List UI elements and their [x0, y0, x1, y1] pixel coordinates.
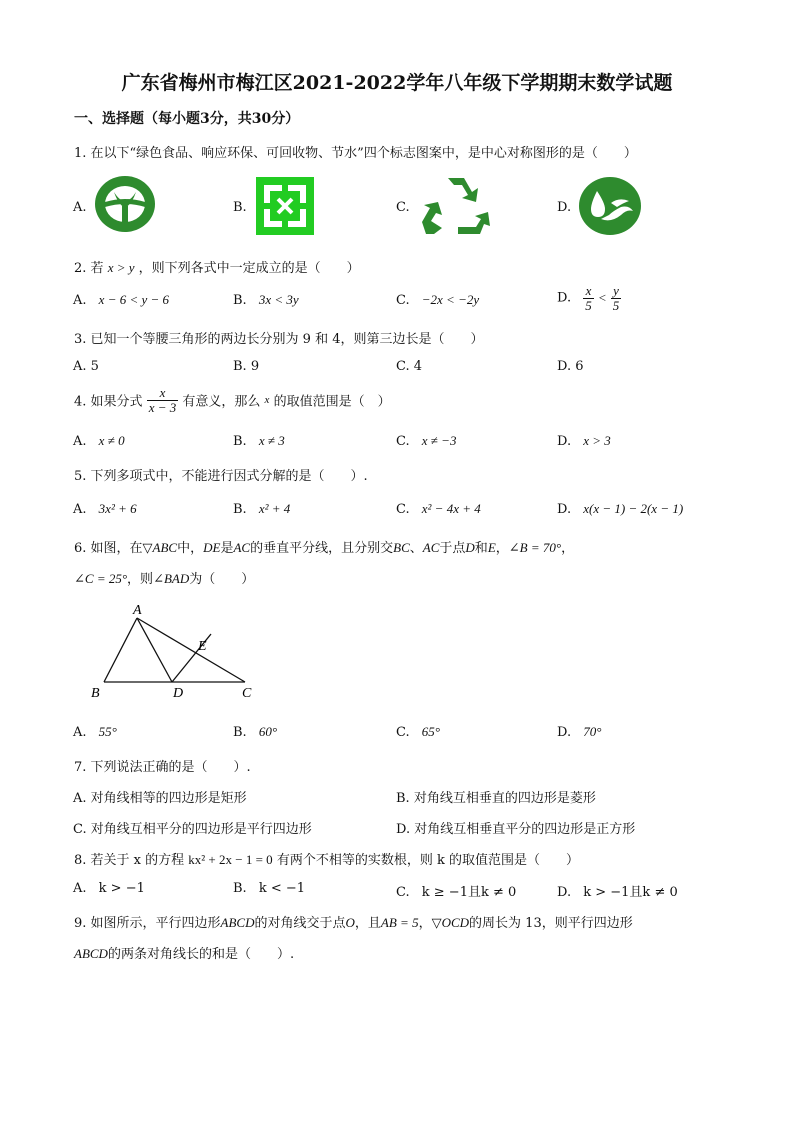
- q3-option-a: A. 5: [73, 359, 99, 374]
- label-d: D: [173, 686, 184, 701]
- question-6-line-2: [74, 568, 254, 587]
- q5-option-b: [233, 501, 290, 517]
- q5-option-d-expr: x(x − 1) − 2(x − 1): [583, 501, 684, 516]
- q3-option-c: C. 4: [396, 359, 423, 374]
- q2-option-d-relation: <: [597, 290, 607, 306]
- q5-option-d-letter: D.: [557, 502, 572, 517]
- q6-text: ，: [495, 541, 509, 556]
- q6-option-b-expr: 60°: [258, 724, 278, 739]
- q6-option-a-expr: 55°: [98, 724, 117, 739]
- section-heading: 一、选择题（每小题3分，共30分）: [74, 111, 300, 127]
- q4-option-a-letter: A.: [73, 434, 87, 449]
- q2-option-a-letter: A.: [73, 293, 87, 308]
- q6-option-b: [233, 724, 277, 740]
- q9-triangle-ocd: ▽OCD: [431, 915, 470, 930]
- q6-triangle-abc: ▽ABC: [142, 540, 178, 555]
- q8-option-c: [396, 881, 516, 900]
- q8-option-a: [73, 881, 145, 896]
- label-c: C: [242, 686, 252, 701]
- water-saving-logo-icon: [577, 175, 643, 237]
- q8-option-a-letter: A.: [73, 881, 87, 896]
- q4-option-b-expr: x ≠ 3: [258, 433, 285, 448]
- q2-option-c: [396, 292, 479, 308]
- q5-option-a-expr: 3x² + 6: [98, 501, 137, 516]
- q2-stem-math: x > y: [107, 260, 135, 275]
- page-title: 广东省梅州市梅江区2021-2022学年八年级下学期期末数学试题: [121, 72, 673, 94]
- q6-option-d-expr: 70°: [583, 724, 602, 739]
- q1-option-d-letter: D.: [557, 200, 572, 215]
- q6-angle-bad: ∠BAD: [153, 571, 190, 586]
- q4-stem-pre: 4. 如果分式: [74, 394, 143, 410]
- q2-stem-post: ，则下列各式中一定成立的是（ ）: [138, 261, 360, 276]
- q6-segment-ac: AC: [233, 540, 251, 555]
- q4-option-d-expr: x > 3: [583, 433, 611, 448]
- q6-text: 为（ ）: [189, 572, 255, 587]
- label-a: A: [133, 603, 142, 618]
- q1-option-a-letter: A.: [73, 200, 87, 215]
- q8-option-d: [557, 881, 678, 900]
- q8-stem-math: kx² + 2x − 1 = 0: [188, 852, 273, 867]
- segment-ad: [137, 618, 172, 682]
- q9-point-o: O: [345, 915, 355, 930]
- q1-option-b-letter: B.: [233, 200, 247, 215]
- q8-option-d-expr: k > −1且k ≠ 0: [583, 885, 678, 900]
- q9-text: 的周长为 13，则平行四边形: [469, 916, 633, 931]
- q5-option-c-expr: x² − 4x + 4: [421, 501, 481, 516]
- q5-option-d: [557, 501, 683, 517]
- q6-point-e: E: [487, 540, 496, 555]
- q1-option-c-letter: C.: [396, 200, 410, 215]
- q6-text: 中，: [177, 541, 204, 556]
- q8-option-b-letter: B.: [233, 881, 247, 896]
- q4-stem-mid: 有意义，那么: [182, 394, 261, 410]
- q5-option-a: [73, 501, 137, 517]
- q7-option-c: C. 对角线互相平分的四边形是平行四边形: [73, 822, 312, 837]
- q4-stem-post: 的取值范围是（ ）: [273, 394, 391, 410]
- q6-segment-ac: AC: [422, 540, 440, 555]
- q9-parallelogram-abcd: ABCD: [220, 915, 255, 930]
- question-1-stem: 1. 在以下“绿色食品、响应环保、可回收物、节水”四个标志图案中，是中心对称图形的是（ ）: [74, 146, 637, 161]
- q2-option-d-num-1: x: [583, 284, 594, 299]
- q6-text: ，则: [127, 572, 154, 587]
- q4-fraction-denominator: x − 3: [148, 399, 177, 415]
- q6-text: ，: [561, 541, 575, 556]
- q2-option-a: [73, 292, 169, 308]
- q9-text: 的两条对角线长的和是（ ）.: [107, 947, 295, 962]
- q2-option-a-expr: x − 6 < y − 6: [98, 292, 170, 307]
- q8-option-c-expr: k ≥ −1且k ≠ 0: [421, 885, 517, 900]
- q6-text: 的垂直平分线，且分别交: [250, 541, 394, 556]
- q6-segment-de: DE: [203, 540, 221, 555]
- q6-angle-c: ∠C = 25°: [74, 571, 128, 586]
- q4-option-d-letter: D.: [557, 434, 572, 449]
- q2-option-d-den-2: 5: [612, 297, 620, 313]
- q2-option-b-letter: B.: [233, 293, 247, 308]
- question-9-line-1: [74, 912, 633, 931]
- q2-option-d-frac-2: [611, 284, 622, 312]
- q9-text: 的对角线交于点: [254, 916, 346, 931]
- q2-option-d: [557, 284, 621, 312]
- q6-point-d: D: [465, 540, 475, 555]
- question-6-line-1: [74, 537, 574, 556]
- q4-option-a-expr: x ≠ 0: [98, 433, 125, 448]
- q8-option-c-letter: C.: [396, 885, 410, 900]
- q6-text: 于点: [439, 541, 466, 556]
- q9-parallelogram-abcd: ABCD: [74, 946, 108, 961]
- question-9-line-2: [74, 943, 294, 962]
- q6-option-c-letter: C.: [396, 725, 410, 740]
- q4-option-d: [557, 433, 611, 449]
- q6-option-a-letter: A.: [73, 725, 87, 740]
- q5-option-b-letter: B.: [233, 502, 247, 517]
- q8-stem-post: 有两个不相等的实数根，则 k 的取值范围是（ ）: [276, 853, 579, 868]
- green-food-logo-icon: [92, 174, 158, 234]
- q4-option-b-letter: B.: [233, 434, 247, 449]
- q6-text: 和: [474, 541, 488, 556]
- q2-option-d-letter: D.: [557, 290, 572, 306]
- question-7-stem: 7. 下列说法正确的是（ ）.: [74, 760, 251, 775]
- q6-segment-bc: BC: [393, 540, 410, 555]
- q6-option-d-letter: D.: [557, 725, 572, 740]
- q6-option-c: [396, 724, 440, 740]
- q4-option-a: [73, 433, 125, 449]
- question-5-stem: 5. 下列多项式中，不能进行因式分解的是（ ）.: [74, 469, 368, 484]
- question-2-stem: [74, 257, 360, 276]
- q3-option-d: D. 6: [557, 359, 584, 374]
- q4-option-c-expr: x ≠ −3: [421, 433, 457, 448]
- label-e: E: [198, 639, 207, 654]
- q2-option-d-num-2: y: [611, 284, 622, 299]
- q4-stem-var: x: [264, 394, 270, 407]
- q8-stem-pre: 8. 若关于 x 的方程: [74, 853, 185, 868]
- question-3-stem: 3. 已知一个等腰三角形的两边长分别为 9 和 4，则第三边长是（ ）: [74, 332, 484, 347]
- environmental-logo-icon: [254, 175, 316, 237]
- q4-fraction-numerator: x: [147, 386, 179, 401]
- segment-ac: [137, 618, 245, 682]
- q9-text: 9. 如图所示，平行四边形: [74, 916, 221, 931]
- q5-option-a-letter: A.: [73, 502, 87, 517]
- q7-option-a: A. 对角线相等的四边形是矩形: [73, 791, 247, 806]
- q9-text: ，且: [354, 916, 381, 931]
- q4-option-c-letter: C.: [396, 434, 410, 449]
- q8-option-b: [233, 881, 305, 896]
- q8-option-a-expr: k > −1: [98, 881, 145, 896]
- q6-option-a: [73, 724, 117, 740]
- q6-option-d: [557, 724, 601, 740]
- q9-text: ，: [418, 916, 432, 931]
- q3-option-b: B. 9: [233, 359, 260, 374]
- q4-fraction: [147, 386, 179, 414]
- q4-option-c: [396, 433, 456, 449]
- question-4-stem: [74, 386, 391, 414]
- q4-option-b: [233, 433, 285, 449]
- question-8-stem: [74, 849, 579, 868]
- q6-angle-b: ∠B = 70°: [508, 540, 562, 555]
- q2-option-c-letter: C.: [396, 293, 410, 308]
- q9-ab-length: AB = 5: [380, 915, 419, 930]
- q6-text: 是: [220, 541, 234, 556]
- triangle-figure: [86, 598, 266, 703]
- q2-option-d-frac-1: [583, 284, 594, 312]
- label-b: B: [91, 686, 100, 701]
- q5-option-c: [396, 501, 481, 517]
- q6-option-b-letter: B.: [233, 725, 247, 740]
- q2-option-d-den-1: 5: [585, 297, 592, 313]
- q5-option-c-letter: C.: [396, 502, 410, 517]
- q6-option-c-expr: 65°: [421, 724, 440, 739]
- q6-text: 、: [409, 541, 423, 556]
- q8-option-b-expr: k < −1: [258, 881, 306, 896]
- q6-text: 6. 如图，在: [74, 541, 143, 556]
- recycle-logo-icon: [418, 172, 494, 238]
- q7-option-d: D. 对角线互相垂直平分的四边形是正方形: [396, 822, 636, 837]
- q5-option-b-expr: x² + 4: [258, 501, 291, 516]
- q8-option-d-letter: D.: [557, 885, 572, 900]
- q2-stem-pre: 2. 若: [74, 261, 104, 276]
- q2-option-b: [233, 292, 299, 308]
- q7-option-b: B. 对角线互相垂直的四边形是菱形: [396, 791, 596, 806]
- q2-option-b-expr: 3x < 3y: [258, 292, 299, 307]
- q2-option-c-expr: −2x < −2y: [421, 292, 480, 307]
- segment-ab: [104, 618, 137, 682]
